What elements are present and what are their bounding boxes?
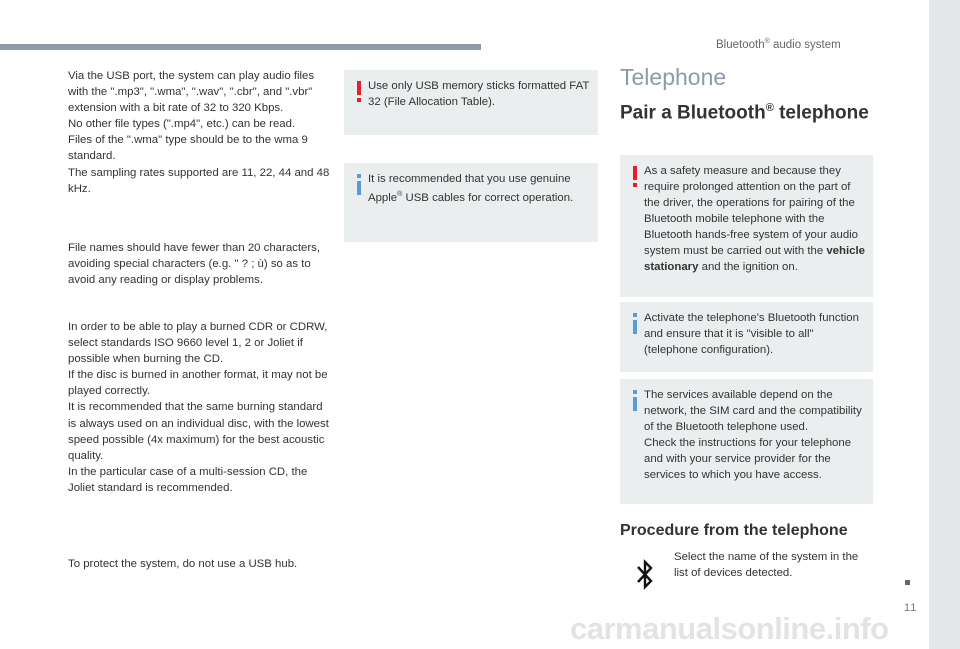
warning-text-b: and the ignition on. (698, 261, 798, 273)
file-names-text (68, 240, 330, 288)
paragraph: Files of the ".wma" type should be to the wma 9 standard. (68, 134, 308, 163)
info-box-cables (344, 163, 598, 242)
usb-formats-text (68, 68, 330, 197)
info-box-activate (620, 302, 873, 372)
info-icon (627, 388, 643, 412)
paragraph: File names should have fewer than 20 characters, avoiding special characters (e.g. " ? ; ù) so as to avoid any reading or display problems. (68, 242, 320, 287)
trademark: ® (397, 191, 403, 198)
page-edge-tab (929, 0, 960, 649)
header-title: Bluetooth (716, 38, 765, 51)
pair-heading (620, 102, 869, 124)
info-icon (627, 311, 643, 335)
page-header (716, 38, 841, 51)
warning-text (644, 163, 865, 275)
warning-text: Use only USB memory sticks formatted FAT 32 (File Allocation Table). (368, 80, 590, 108)
page-number: 11 (904, 602, 918, 614)
procedure-heading: Procedure from the telephone (620, 522, 848, 539)
cd-burning-text (68, 319, 330, 496)
usb-hub-text (68, 556, 330, 572)
warning-box-usb (344, 70, 598, 135)
header-rule (0, 44, 481, 50)
paragraph: To protect the system, do not use a USB hub. (68, 558, 298, 570)
info-text-b: USB cables for correct operation. (402, 191, 574, 204)
info-box-services (620, 379, 873, 504)
page-marker (905, 580, 910, 585)
paragraph: It is recommended that the same burning standard is always used on an individual disc, with the lowest speed possible (4x maximum) for the best acoustic quality. (68, 401, 329, 462)
info-text (644, 387, 865, 483)
trademark: ® (765, 102, 774, 114)
paragraph: Via the USB port, the system can play audio files with the ".mp3", ".wma", ".wav", ".cbr", and ".vbr" extension with a bit rate of 32 to 320 Kbps. (68, 70, 315, 115)
watermark: carmanualsonline.info (570, 611, 889, 646)
paragraph: If the disc is burned in another format, it may not be played correctly. (68, 369, 328, 398)
warning-text-a: As a safety measure and because they require prolonged attention on the part of the driver, the operations for pairing of the Bluetooth mobile telephone with the Bluetooth hands-free system of your audio system must be carried out with the (644, 165, 859, 257)
section-title: Telephone (620, 64, 727, 90)
warning-text-bold: vehicle stationary (644, 245, 865, 273)
paragraph: In order to be able to play a burned CDR or CDRW, select standards ISO 9660 level 1, 2 or Joliet if possible when burning the CD. (68, 321, 328, 366)
warning-icon (627, 164, 643, 188)
info-text-1: The services available depend on the network, the SIM card and the compatibility of the Bluetooth telephone used. (644, 389, 862, 433)
info-text (368, 171, 590, 206)
info-text-2: Check the instructions for your telephone and with your service provider for the services to which you have access. (644, 437, 852, 481)
bluetooth-icon (634, 558, 656, 592)
paragraph: No other file types (".mp4", etc.) can be read. (68, 118, 296, 131)
header-trademark: ® (764, 38, 770, 45)
pair-heading-a: Pair a Bluetooth (620, 102, 766, 124)
paragraph: In the particular case of a multi-session CD, the Joliet standard is recommended. (68, 465, 308, 494)
paragraph: The sampling rates supported are 11, 22, 44 and 48 kHz. (68, 166, 330, 195)
info-text: Activate the telephone's Bluetooth function and ensure that it is "visible to all" (telephone configuration). (644, 312, 859, 356)
header-title-rest: audio system (769, 38, 841, 51)
info-icon (351, 172, 367, 196)
info-text-a: It is recommended that you use genuine Apple (368, 173, 571, 204)
pair-heading-b: telephone (773, 102, 869, 124)
warning-icon (351, 79, 367, 103)
warning-box-safety (620, 155, 873, 297)
procedure-text: Select the name of the system in the list of devices detected. (674, 551, 859, 579)
